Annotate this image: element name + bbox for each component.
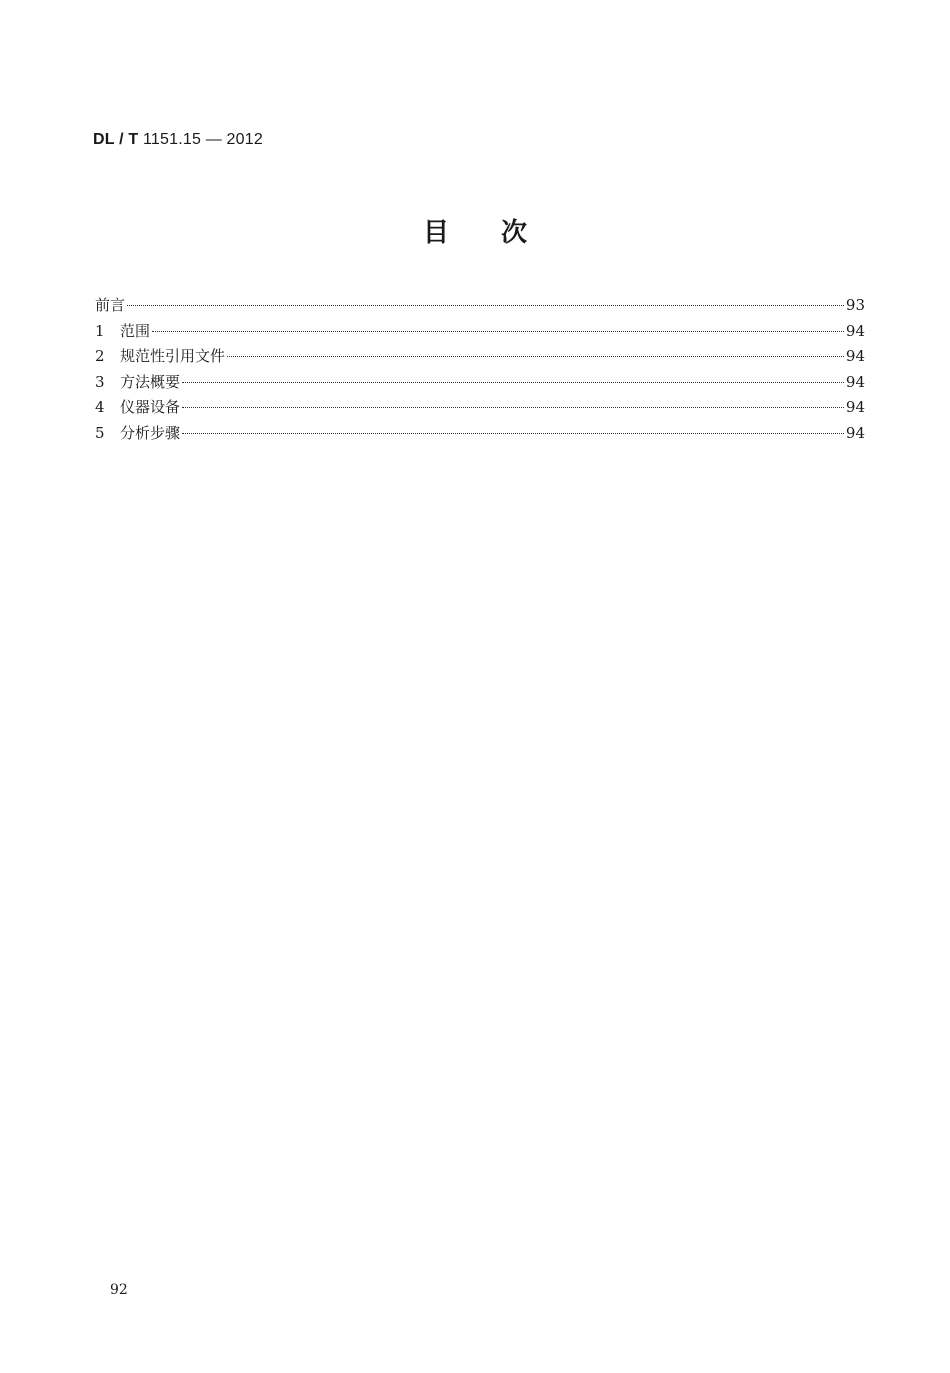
toc-entry-page: 94 <box>845 321 865 340</box>
toc-entry-method-summary[interactable] <box>95 371 865 397</box>
table-of-contents <box>95 294 865 447</box>
page-number: 92 <box>110 1282 128 1298</box>
toc-entry-number: 1 <box>95 321 105 340</box>
toc-entry-page: 94 <box>845 398 865 416</box>
toc-entry-page: 94 <box>845 423 865 442</box>
toc-entry-label: 前言 <box>95 296 126 314</box>
toc-entry-label: 范围 <box>120 321 151 340</box>
standard-number: 1151.15 — 2012 <box>138 131 263 148</box>
toc-title: 目次 <box>422 218 579 248</box>
toc-entry-foreword[interactable] <box>95 294 865 320</box>
toc-entry-number: 5 <box>95 423 105 442</box>
dot-leader <box>182 407 844 408</box>
dot-leader <box>127 305 844 306</box>
dot-leader <box>182 433 844 434</box>
toc-entry-label: 分析步骤 <box>120 423 181 442</box>
toc-entry-page: 93 <box>845 296 865 314</box>
toc-entry-number: 2 <box>95 347 105 365</box>
dot-leader <box>182 382 844 383</box>
toc-entry-number: 4 <box>95 398 105 416</box>
standard-code <box>93 131 263 149</box>
dot-leader <box>152 331 844 332</box>
toc-entry-label: 方法概要 <box>120 372 181 391</box>
toc-entry-label: 规范性引用文件 <box>120 347 226 365</box>
toc-entry-page: 94 <box>845 372 865 391</box>
dot-leader <box>227 356 844 357</box>
toc-entry-number: 3 <box>95 372 105 391</box>
toc-entry-apparatus[interactable] <box>95 396 865 422</box>
standard-prefix: DL / T <box>93 131 139 148</box>
toc-entry-label: 仪器设备 <box>120 398 181 416</box>
toc-entry-scope[interactable] <box>95 320 865 346</box>
toc-entry-analysis-steps[interactable] <box>95 422 865 448</box>
toc-entry-page: 94 <box>845 347 865 365</box>
toc-entry-normative-references[interactable] <box>95 345 865 371</box>
